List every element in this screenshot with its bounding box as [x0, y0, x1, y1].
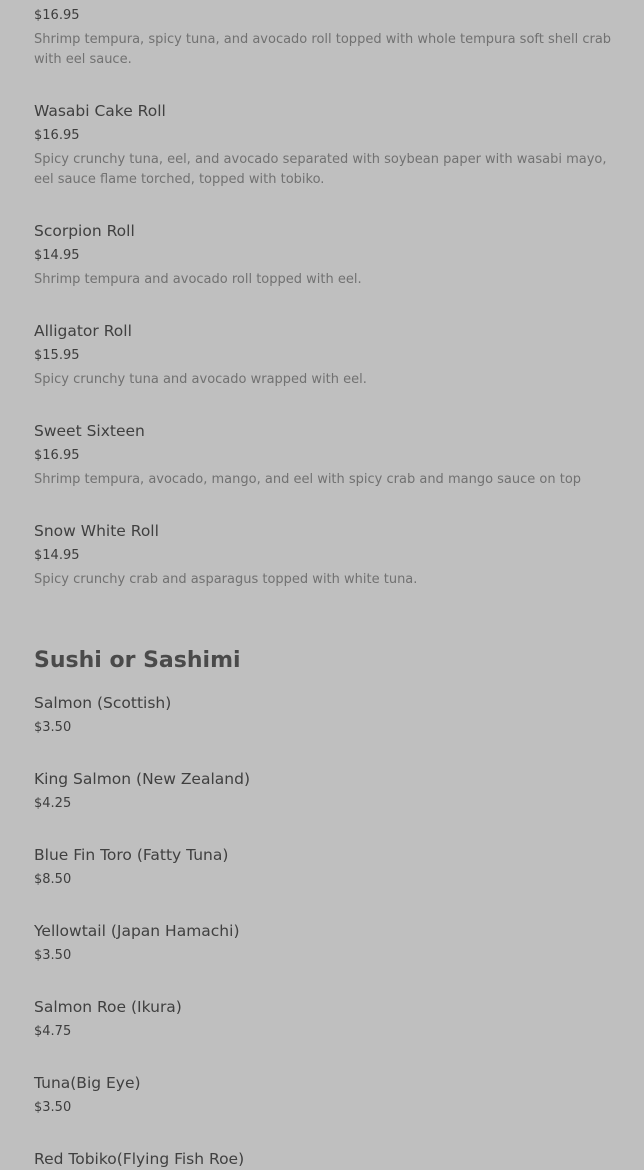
- sushi-item-name: King Salmon (New Zealand): [34, 770, 250, 788]
- sushi-item-name: Yellowtail (Japan Hamachi): [34, 922, 240, 940]
- roll-description: Shrimp tempura, avocado, mango, and eel with spicy crab and mango sauce on top: [34, 472, 582, 487]
- roll-name: Sweet Sixteen: [34, 422, 145, 440]
- roll-description: Spicy crunchy tuna and avocado wrapped with eel.: [34, 372, 367, 387]
- roll-description: Spicy crunchy crab and asparagus topped with white tuna.: [34, 572, 418, 587]
- roll-price: $16.95: [34, 448, 80, 463]
- roll-price: $14.95: [34, 548, 80, 563]
- roll-description: Shrimp tempura and avocado roll topped with eel.: [34, 272, 362, 287]
- section-title-sushi-sashimi: Sushi or Sashimi: [34, 648, 241, 673]
- roll-name: Snow White Roll: [34, 522, 159, 540]
- roll-name: Wasabi Cake Roll: [34, 102, 166, 120]
- sushi-item-name: Blue Fin Toro (Fatty Tuna): [34, 846, 229, 864]
- sushi-item-name: Salmon Roe (Ikura): [34, 998, 182, 1016]
- roll-price: $16.95: [34, 8, 80, 23]
- roll-price: $15.95: [34, 348, 80, 363]
- roll-name: Scorpion Roll: [34, 222, 135, 240]
- sushi-item-name: Tuna(Big Eye): [34, 1074, 141, 1092]
- sushi-item-price: $4.25: [34, 796, 72, 811]
- sushi-item-price: $4.75: [34, 1024, 72, 1039]
- roll-description: Spicy crunchy tuna, eel, and avocado separated with soybean paper with wasabi mayo, eel sauce flame torched, topped with tobiko.: [34, 152, 607, 187]
- sushi-item-price: $3.50: [34, 948, 72, 963]
- sushi-item-name: Red Tobiko(Flying Fish Roe): [34, 1150, 245, 1168]
- sushi-item-price: $3.50: [34, 720, 72, 735]
- sushi-item-price: $8.50: [34, 872, 72, 887]
- sushi-item-price: $3.50: [34, 1100, 72, 1115]
- sushi-item-name: Salmon (Scottish): [34, 694, 172, 712]
- roll-price: $16.95: [34, 128, 80, 143]
- roll-description: Shrimp tempura, spicy tuna, and avocado roll topped with whole tempura soft shell crab with eel sauce.: [34, 32, 612, 67]
- roll-price: $14.95: [34, 248, 80, 263]
- roll-name: Alligator Roll: [34, 322, 132, 340]
